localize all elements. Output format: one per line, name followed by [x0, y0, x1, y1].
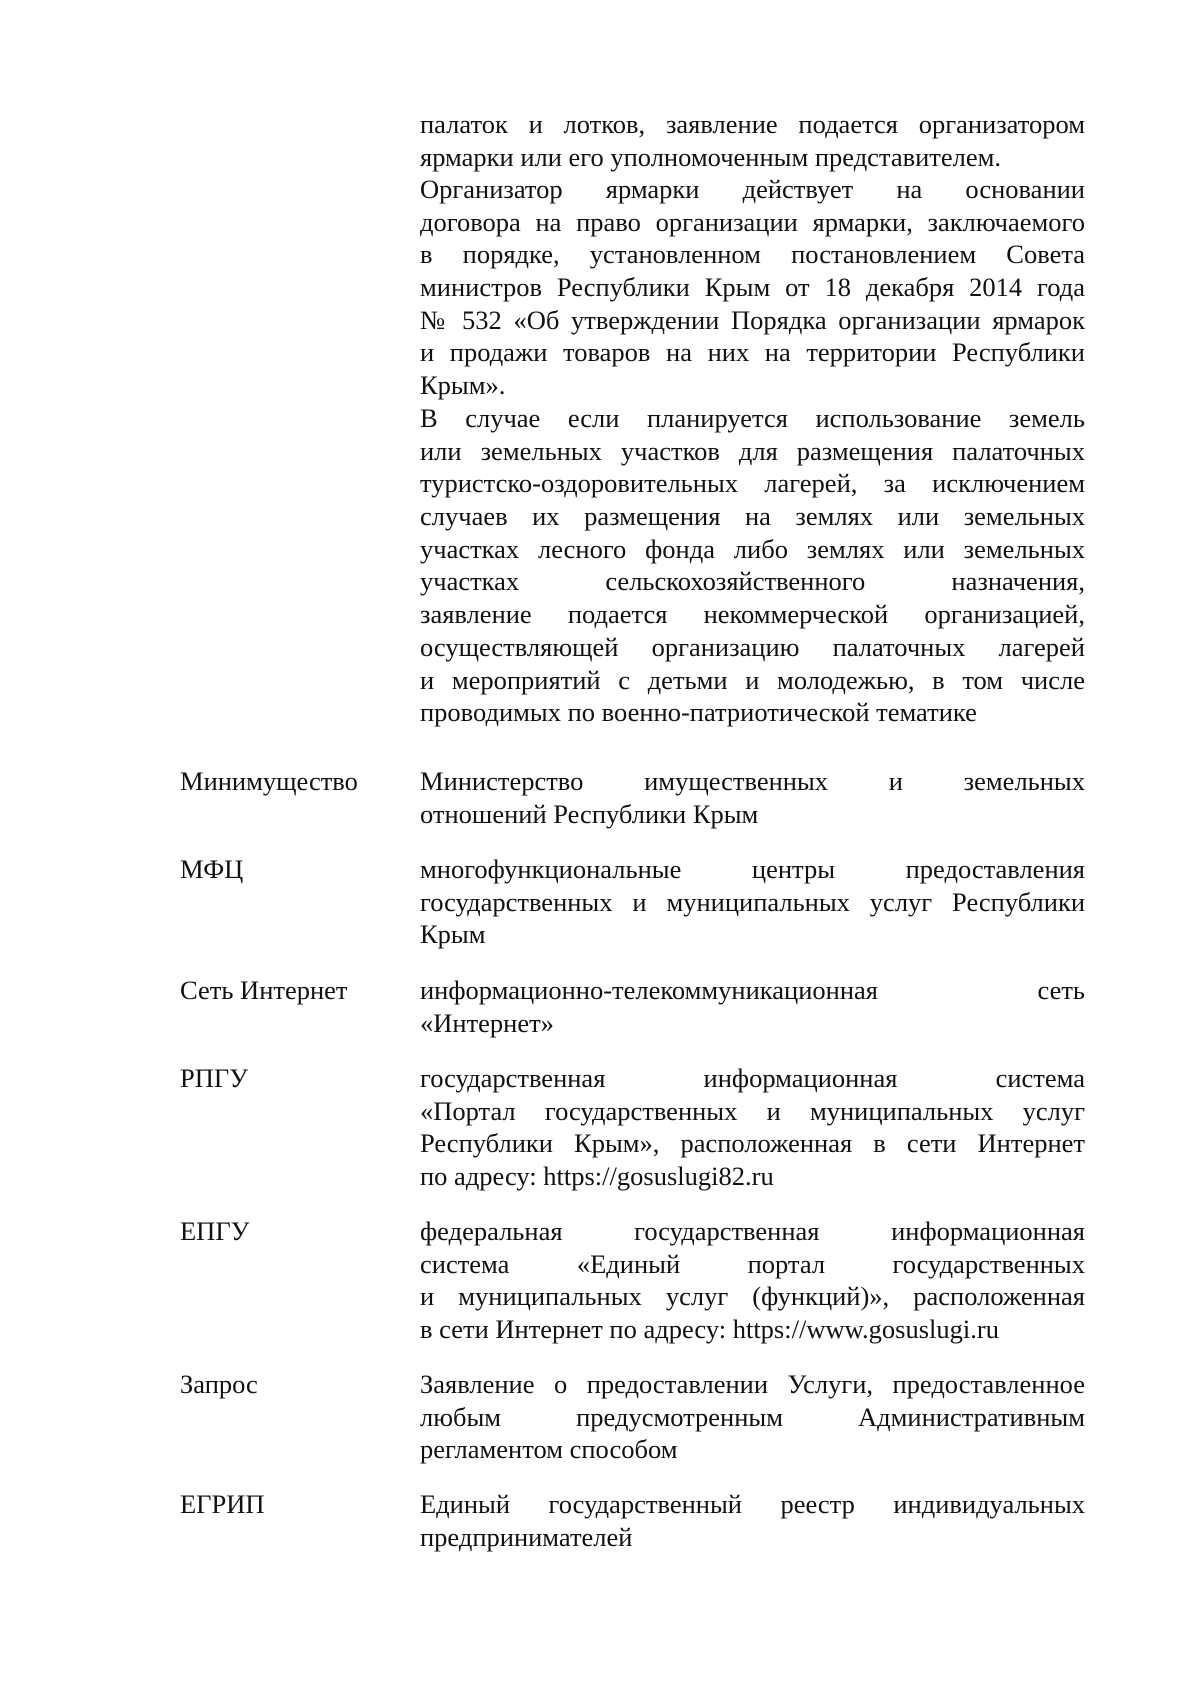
definition-text: [420, 1488, 1085, 1553]
text-line: Республики Крым», расположенная в сети Интернет: [420, 1128, 1085, 1159]
text-line: № 532 «Об утверждении Порядка организации ярмарок: [420, 304, 1085, 335]
definition-term: ЕПГУ: [180, 1216, 250, 1246]
text-line: ярмарки или его уполномоченным представителем.: [420, 141, 1002, 172]
text-line: любым предусмотренным Административным: [420, 1401, 1085, 1432]
text-line: палаток и лотков, заявление подается организатором: [420, 109, 1085, 139]
text-line: Заявление о предоставлении Услуги, предоставленное: [420, 1369, 1085, 1399]
definition-term: Запрос: [180, 1369, 258, 1399]
text-line: по адресу: https://gosuslugi82.ru: [420, 1161, 774, 1192]
text-line: в порядке, установленном постановлением Совета: [420, 239, 1085, 270]
text-line: случаев их размещения на землях или земельных: [420, 501, 1085, 532]
text-line: участках лесного фонда либо землях или земельных: [420, 533, 1085, 564]
text-line: в сети Интернет по адресу: https://www.gosuslugi.ru: [420, 1314, 999, 1345]
definition-text: [420, 1368, 1085, 1466]
text-line: Министерство имущественных и земельных: [420, 766, 1085, 796]
text-line: «Портал государственных и муниципальных услуг: [420, 1095, 1085, 1126]
text-line: предпринимателей: [420, 1521, 633, 1552]
text-line: «Интернет»: [420, 1007, 554, 1038]
text-line: отношений Республики Крым: [420, 798, 759, 829]
definition-term: МФЦ: [180, 854, 244, 884]
definition-text: [420, 765, 1085, 830]
text-line: государственная информационная система: [420, 1063, 1085, 1093]
paragraph-fair-contract: [420, 173, 1085, 402]
definition-term: РПГУ: [180, 1063, 248, 1093]
definition-term: Минимущество: [180, 766, 358, 796]
definition-text: [420, 974, 1085, 1039]
paragraph-tent-camps: [420, 402, 1085, 729]
text-line: многофункциональные центры предоставления: [420, 854, 1085, 884]
text-line: или земельных участков для размещения палаточных: [420, 435, 1085, 466]
text-line: участках сельскохозяйственного назначения,: [420, 566, 1085, 597]
text-line: федеральная государственная информационная: [420, 1216, 1085, 1246]
definition-term: Сеть Интернет: [180, 975, 348, 1005]
definition-text: [420, 1215, 1085, 1346]
text-line: и муниципальных услуг (функций)», расположенная: [420, 1281, 1085, 1312]
text-line: Организатор ярмарки действует на основании: [420, 174, 1085, 204]
text-line: система «Единый портал государственных: [420, 1248, 1085, 1279]
text-line: туристско-оздоровительных лагерей, за исключением: [420, 468, 1085, 499]
definition-text: [420, 1062, 1085, 1193]
text-line: и продажи товаров на них на территории Республики: [420, 337, 1085, 368]
text-line: заявление подается некоммерческой организацией,: [420, 599, 1085, 630]
text-line: договора на право организации ярмарки, заключаемого: [420, 206, 1085, 237]
text-line: информационно-телекоммуникационная сеть: [420, 975, 1085, 1005]
paragraph-fair-organizer: [420, 108, 1085, 173]
text-line: осуществляющей организацию палаточных лагерей: [420, 631, 1085, 662]
text-line: государственных и муниципальных услуг Республики: [420, 886, 1085, 917]
definition-text: [420, 853, 1085, 951]
text-line: Единый государственный реестр индивидуальных: [420, 1489, 1085, 1519]
text-line: В случае если планируется использование земель: [420, 403, 1085, 433]
text-line: министров Республики Крым от 18 декабря 2014 года: [420, 272, 1085, 303]
text-line: Крым: [420, 919, 486, 950]
definition-term: ЕГРИП: [180, 1489, 265, 1519]
text-line: регламентом способом: [420, 1434, 678, 1465]
text-line: проводимых по военно-патриотической тематике: [420, 697, 977, 728]
text-line: и мероприятий с детьми и молодежью, в том числе: [420, 664, 1085, 695]
text-line: Крым».: [420, 370, 506, 401]
